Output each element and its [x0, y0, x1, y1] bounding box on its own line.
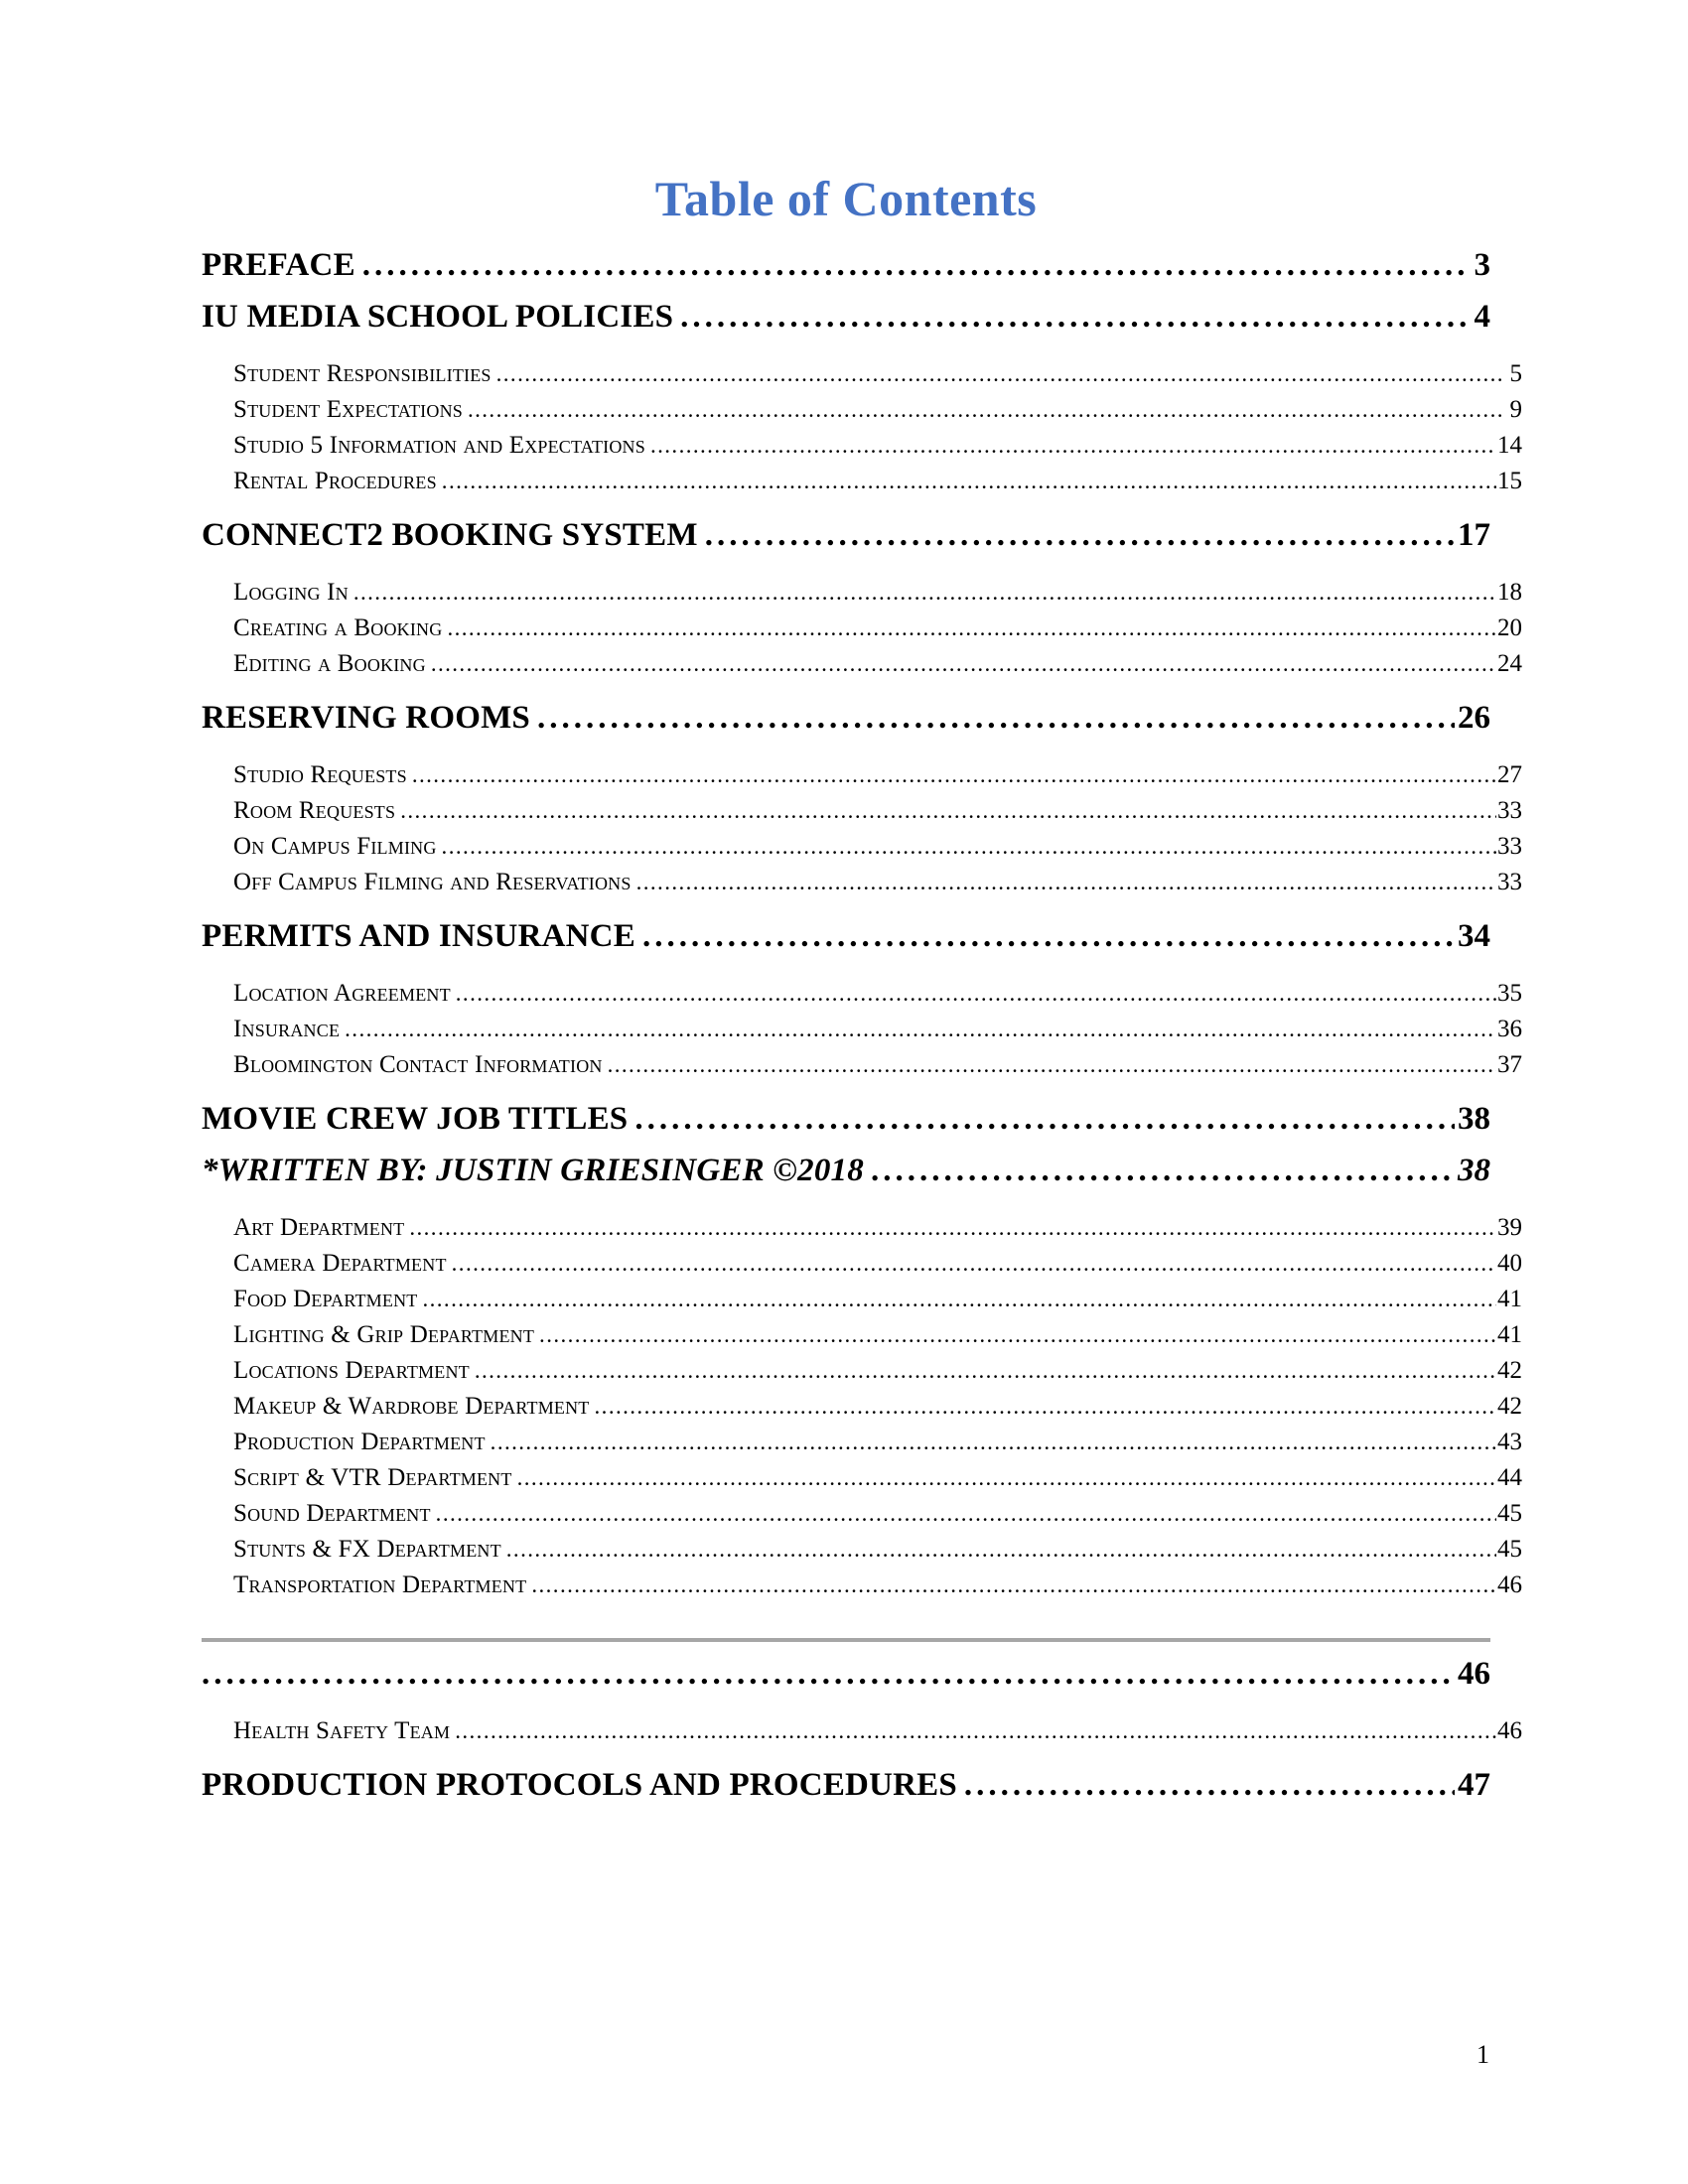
page-title: Table of Contents — [654, 171, 1038, 226]
toc-entry-label: Creating a Booking — [233, 614, 443, 641]
toc-leader-dots — [517, 1466, 1496, 1491]
toc-entry-level-2[interactable] — [233, 1537, 1522, 1572]
toc-entry-label: Off Campus Filming and Reservations — [233, 869, 632, 895]
toc-entry-level-1[interactable] — [202, 920, 1490, 972]
toc-entry-level-2[interactable] — [233, 1322, 1522, 1358]
toc-entry-page-number: 40 — [1497, 1250, 1522, 1277]
toc-entry-label: Art Department — [233, 1214, 405, 1241]
toc-entry-label: Logging In — [233, 579, 349, 606]
toc-entry-label: Room Requests — [233, 797, 396, 824]
toc-entry-label: Insurance — [233, 1016, 341, 1042]
toc-leader-dots — [636, 871, 1496, 895]
spacer — [202, 571, 1490, 580]
toc-entry-level-2[interactable] — [233, 580, 1522, 615]
toc-entry-page-number: 38 — [1458, 1153, 1490, 1188]
toc-entry-level-2[interactable] — [233, 1394, 1522, 1430]
toc-entry-label: Makeup & Wardrobe Department — [233, 1393, 590, 1420]
toc-entry-label: Editing a Booking — [233, 650, 426, 677]
toc-content — [202, 171, 1522, 1821]
toc-entry-level-2[interactable] — [233, 762, 1522, 798]
toc-entry-level-1[interactable] — [202, 519, 1490, 571]
toc-entry-level-2[interactable] — [233, 1465, 1522, 1501]
toc-leader-dots — [537, 702, 1455, 737]
toc-entry-page-number: 15 — [1497, 468, 1522, 494]
toc-leader-dots — [456, 982, 1496, 1007]
toc-leader-dots — [455, 1719, 1496, 1744]
toc-entry-page-number: 43 — [1497, 1429, 1522, 1455]
toc-entry-level-1[interactable] — [202, 1769, 1490, 1821]
toc-leader-dots — [442, 835, 1496, 860]
toc-entry-level-1[interactable] — [202, 702, 1490, 753]
toc-entry-page-number: 20 — [1497, 614, 1522, 641]
toc-leader-dots — [442, 470, 1496, 494]
toc-entry-page-number: 46 — [1497, 1571, 1522, 1598]
toc-leader-dots — [491, 1431, 1496, 1455]
toc-entry-level-2[interactable] — [233, 834, 1522, 870]
toc-entry-page-number: 18 — [1497, 579, 1522, 606]
toc-entry-level-2[interactable] — [233, 397, 1522, 433]
toc-leader-dots — [705, 519, 1455, 554]
toc-entry-level-2[interactable] — [233, 1052, 1522, 1088]
toc-entry-page-number: 41 — [1497, 1321, 1522, 1348]
toc-entry-level-2[interactable] — [233, 651, 1522, 687]
toc-leader-dots — [452, 1252, 1496, 1277]
toc-leader-dots — [595, 1395, 1496, 1420]
toc-leader-dots — [431, 652, 1496, 677]
toc-entry-page-number: 45 — [1497, 1536, 1522, 1563]
toc-entry-label: PREFACE — [202, 247, 355, 283]
toc-entry-page-number: 33 — [1497, 869, 1522, 895]
toc-entry-page-number: 46 — [1497, 1717, 1522, 1744]
toc-leader-dots — [642, 920, 1455, 955]
toc-entry-label: MOVIE CREW JOB TITLES — [202, 1101, 629, 1137]
toc-entry-label: Camera Department — [233, 1250, 447, 1277]
toc-leader-dots — [447, 616, 1496, 641]
toc-entry-label: Production Department — [233, 1429, 486, 1455]
toc-entry-label: RESERVING ROOMS — [202, 700, 530, 736]
toc-entry-page-number: 33 — [1497, 833, 1522, 860]
toc-entry-page-number: 41 — [1497, 1286, 1522, 1312]
toc-entry-label: Bloomington Contact Information — [233, 1051, 603, 1078]
toc-entry-level-2[interactable] — [233, 1718, 1522, 1754]
toc-entry-label: Studio Requests — [233, 761, 407, 788]
toc-entry-level-2[interactable] — [233, 1501, 1522, 1537]
toc-entry-page-number: 17 — [1458, 517, 1490, 553]
toc-entry-level-2[interactable] — [233, 1358, 1522, 1394]
toc-list — [202, 247, 1522, 1821]
toc-entry-label: Script & VTR Department — [233, 1464, 512, 1491]
toc-entry-level-2[interactable] — [233, 615, 1522, 651]
toc-entry-label: IU MEDIA SCHOOL POLICIES — [202, 299, 674, 335]
toc-entry-page-number: 34 — [1458, 918, 1490, 954]
toc-divider — [202, 1638, 1490, 1642]
toc-entry-page-number: 47 — [1458, 1767, 1490, 1803]
toc-entry-page-number: 44 — [1497, 1464, 1522, 1491]
toc-entry-label: Stunts & FX Department — [233, 1536, 501, 1563]
toc-entry-level-2[interactable] — [233, 870, 1522, 905]
toc-entry-page-number: 42 — [1497, 1393, 1522, 1420]
toc-entry-label: Health Safety Team — [233, 1717, 451, 1744]
toc-entry-page-number: 35 — [1497, 980, 1522, 1007]
toc-leader-dots — [608, 1053, 1496, 1078]
toc-entry-page-number: 9 — [1509, 396, 1522, 423]
toc-entry-level-2[interactable] — [233, 469, 1522, 504]
toc-leader-dots — [475, 1359, 1496, 1384]
toc-entry-label: Student Responsibilities — [233, 360, 492, 387]
toc-entry-page-number: 26 — [1458, 700, 1490, 736]
toc-entry-level-2[interactable] — [233, 433, 1522, 469]
toc-entry-level-2[interactable] — [233, 1251, 1522, 1287]
toc-entry-level-2[interactable] — [233, 1017, 1522, 1052]
toc-entry-level-2[interactable] — [233, 361, 1522, 397]
toc-entry-page-number: 42 — [1497, 1357, 1522, 1384]
toc-entry-page-number: 27 — [1497, 761, 1522, 788]
toc-entry-level-1[interactable] — [202, 1658, 1490, 1709]
toc-entry-level-1[interactable] — [202, 249, 1490, 301]
toc-entry-page-number: 36 — [1497, 1016, 1522, 1042]
toc-entry-level-1[interactable] — [202, 1103, 1490, 1155]
toc-entry-page-number: 14 — [1497, 432, 1522, 459]
toc-leader-dots — [422, 1288, 1496, 1312]
toc-leader-dots — [345, 1018, 1496, 1042]
toc-leader-dots — [680, 301, 1468, 336]
toc-entry-label: *WRITTEN BY: JUSTIN GRIESINGER ©2018 — [202, 1153, 864, 1188]
toc-entry-label: Student Expectations — [233, 396, 463, 423]
toc-leader-dots — [412, 763, 1496, 788]
toc-leader-dots — [964, 1769, 1455, 1804]
toc-leader-dots — [871, 1155, 1455, 1189]
toc-entry-page-number: 46 — [1458, 1656, 1490, 1692]
toc-entry-level-2[interactable] — [233, 798, 1522, 834]
toc-leader-dots — [496, 362, 1505, 387]
toc-entry-label: CONNECT2 BOOKING SYSTEM — [202, 517, 698, 553]
toc-entry-label: Locations Department — [233, 1357, 470, 1384]
toc-entry-page-number: 38 — [1458, 1101, 1490, 1137]
toc-entry-level-2[interactable] — [233, 1215, 1522, 1251]
toc-leader-dots — [539, 1323, 1496, 1348]
toc-leader-dots — [436, 1502, 1496, 1527]
toc-entry-label: Sound Department — [233, 1500, 431, 1527]
toc-entry-level-1[interactable] — [202, 301, 1490, 352]
toc-entry-label: PERMITS AND INSURANCE — [202, 918, 635, 954]
toc-entry-level-2[interactable] — [233, 1572, 1522, 1608]
toc-entry-level-2[interactable] — [233, 981, 1522, 1017]
toc-entry-page-number: 3 — [1474, 247, 1490, 283]
toc-entry-level-2[interactable] — [233, 1430, 1522, 1465]
toc-entry-page-number: 39 — [1497, 1214, 1522, 1241]
toc-entry-label: PRODUCTION PROTOCOLS AND PROCEDURES — [202, 1767, 957, 1803]
toc-leader-dots — [650, 434, 1496, 459]
toc-leader-dots — [468, 398, 1505, 423]
toc-leader-dots — [531, 1573, 1496, 1598]
toc-entry-page-number: 24 — [1497, 650, 1522, 677]
footer-page-number: 1 — [1477, 2040, 1489, 2069]
toc-entry-label: Lighting & Grip Department — [233, 1321, 535, 1348]
toc-entry-label: Food Department — [233, 1286, 418, 1312]
toc-leader-dots — [202, 1658, 1455, 1693]
toc-entry-page-number: 37 — [1497, 1051, 1522, 1078]
toc-entry-label: Transportation Department — [233, 1571, 527, 1598]
toc-leader-dots — [400, 799, 1496, 824]
toc-entry-label: Rental Procedures — [233, 468, 437, 494]
toc-leader-dots — [353, 581, 1496, 606]
toc-entry-page-number: 5 — [1509, 360, 1522, 387]
toc-entry-label: On Campus Filming — [233, 833, 437, 860]
toc-entry-level-1[interactable] — [202, 1155, 1490, 1206]
toc-entry-page-number: 4 — [1474, 299, 1490, 335]
toc-leader-dots — [362, 249, 1468, 284]
toc-entry-page-number: 33 — [1497, 797, 1522, 824]
toc-entry-label: Studio 5 Information and Expectations — [233, 432, 645, 459]
toc-entry-level-2[interactable] — [233, 1287, 1522, 1322]
toc-entry-page-number: 45 — [1497, 1500, 1522, 1527]
toc-leader-dots — [634, 1103, 1455, 1138]
toc-leader-dots — [409, 1216, 1496, 1241]
toc-leader-dots — [506, 1538, 1496, 1563]
toc-entry-label: Location Agreement — [233, 980, 451, 1007]
